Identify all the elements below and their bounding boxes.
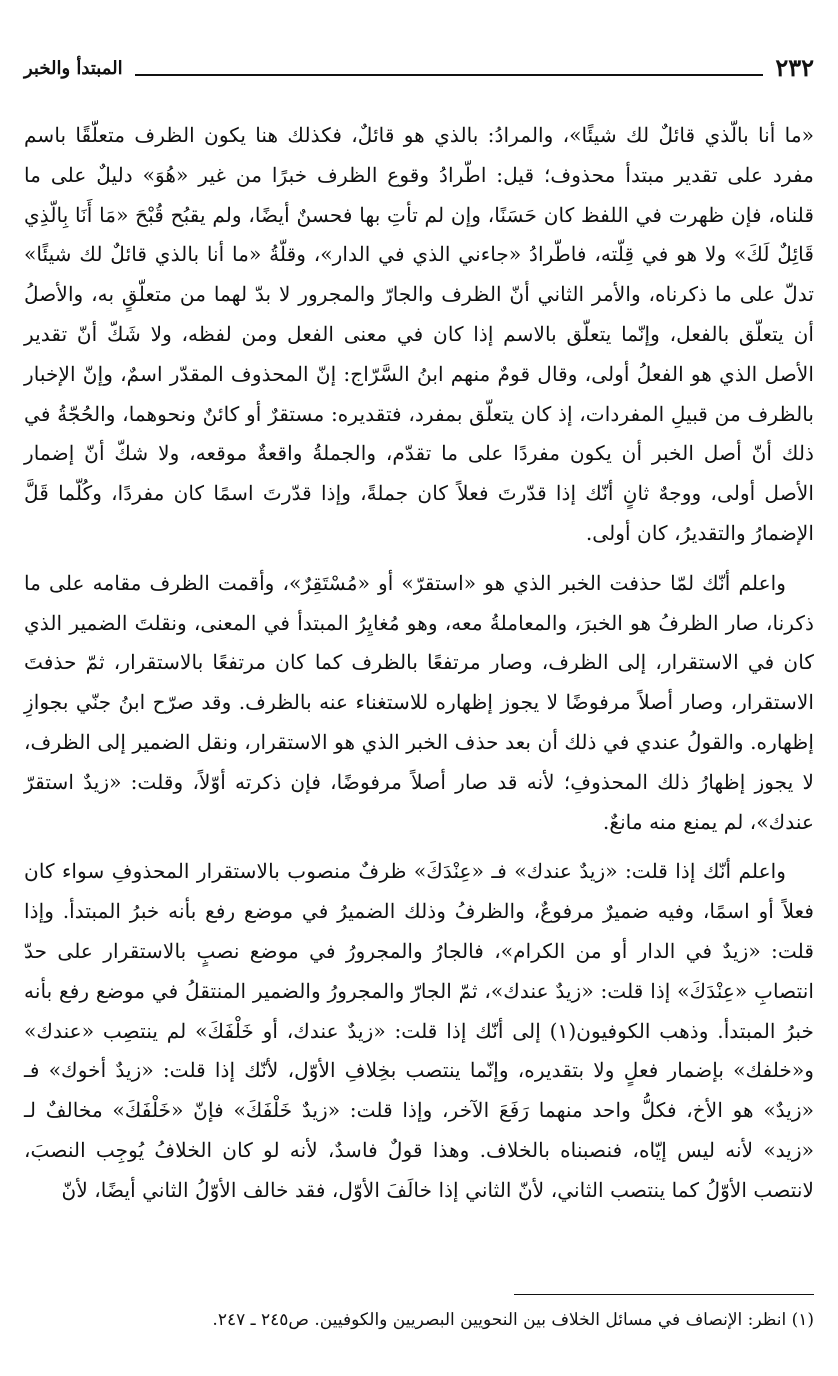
running-title: المبتدأ والخبر (24, 58, 123, 79)
page-number: ٢٣٢ (775, 53, 814, 82)
page-header (24, 48, 814, 84)
body-text (24, 116, 814, 1221)
paragraph-1: «ما أنا بالّذي قائلٌ لك شيئًا»، والمرادُ: بالذي هو قائلٌ، فكذلك هنا يكون الظرف متعلّقًا باسم مفرد على تقدير مبتدأ محذوف؛ قيل: اطّرادُ وقوع الظرف خبرًا من غير «هُوَ» دليلٌ على ما قلناه، فإن ظهرت في اللفظ كان حَسَنًا، وإن لم تأتِ بها فحسنٌ أيضًا، ولم يقبُح قُبْحَ «مَا أَنَا بِالّذِي قَائِلٌ لَكَ» ولا هو في قِلّته، فاطّرادُ «جاءني الذي في الدار»، وقلّةُ «ما أنا بالذي قائلٌ لك شيئًا» تدلّ على ما ذكرناه، والأمر الثاني أنّ الظرف والجارّ والمجرور لا بدّ لهما من متعلّقٍ به، والأصلُ أن يتعلّق بالفعل، وإنّما يتعلّق بالاسم إذا كان في معنى الفعل ومن لفظه، ولا شَكّ أنّ تقدير الأصل الذي هو الفعلُ أولى، وقال قومٌ منهم ابنُ السَّرّاج: إنّ المحذوف المقدّر اسمٌ، وإنّ الإخبار بالظرف من قبيلِ المفردات، إذ كان يتعلّق بمفرد، فتقديره: مستقرٌ أو كائنٌ ونحوهما، والحُجّةُ في ذلك أنّ أصل الخبر أن يكون مفردًا على ما تقدّم، والجملةُ واقعةٌ موقعه، ولا شكّ أنّ إضمار الأصل أولى، ووجهٌ ثانٍ أنّك إذا قدّرتَ فعلاً كان جملةً، وإذا قدّرتَ اسمًا كان مفردًا، وكُلّما قَلَّ الإضمارُ والتقديرُ، كان أولى. (24, 123, 814, 545)
footnote-rule (514, 1294, 814, 1295)
paragraph-2: واعلم أنّك لمّا حذفت الخبر الذي هو «استقرّ» أو «مُسْتَقِرٌ»، وأقمت الظرف مقامه على ما ذكرنا، صار الظرفُ هو الخبرَ، والمعاملةُ معه، وهو مُغايِرُ المبتدأ في المعنى، ونقلتَ الضمير الذي كان في الاستقرار، إلى الظرف، وصار مرتفعًا بالظرف كما كان مرتفعًا بالاستقرار، ثمّ حذفتَ الاستقرار، وصار أصلاً مرفوضًا لا يجوز إظهاره للاستغناء عنه بالظرف. وقد صرّح ابنُ جنّي بجوازِ إظهاره. والقولُ عندي في ذلك أن بعد حذف الخبر الذي هو الاستقرار، ونقل الضمير إلى الظرف، لا يجوز إظهارُ ذلك المحذوفِ؛ لأنه قد صار أصلاً مرفوضًا، فإن ذكرته أوّلاً، وقلت: «زيدٌ استقرّ عندك»، لم يمنع منه مانعٌ. (24, 570, 814, 834)
paragraph-3: واعلم أنّك إذا قلت: «زيدٌ عندك» فـ «عِنْدَكَ» ظرفٌ منصوب بالاستقرار المحذوفِ سواء كان فعلاً أو اسمًا، وفيه ضميرٌ مرفوعٌ، والظرفُ وذلك الضميرُ في موضع رفع بأنه خبرُ المبتدأ. وإذا قلت: «زيدٌ في الدار أو من الكرام»، فالجارُ والمجرورُ في موضع نصبٍ بالاستقرار على حدّ انتصابِ «عِنْدَكَ» إذا قلت: «زيدٌ عندك»، ثمّ الجارّ والمجرورُ والضمير المنتقلُ في موضع رفع بأنه خبرُ المبتدأ. وذهب الكوفيون(١) إلى أنّك إذا قلت: «زيدٌ عندك، أو خَلْفَكَ» لم ينتصِب «عندك» و«خلفك» بإضمار فعلٍ ولا بتقديره، وإنّما ينتصب بخِلافِ الأوّل، لأنّك إذا قلت: «زيدٌ أخوك» فـ «زيدٌ» هو الأخ، فكلُّ واحد منهما رَفَعَ الآخر، وإذا قلت: «زيدٌ خَلْفَكَ» فإنّ «خَلْفَكَ» مخالفٌ لـ «زيد» لأنه ليس إيّاه، فنصبناه بالخلاف. وهذا قولٌ فاسدٌ، لأنه لو كان الخلافُ يُوجِب النصبَ، لانتصب الأوّلُ كما ينتصب الثاني، لأنّ الثاني إذا خالَفَ الأوّل، فقد خالف الأوّلُ الثاني أيضًا، لأنّ (24, 859, 814, 1202)
header-rule (135, 74, 764, 76)
footnote: (١) انظر: الإنصاف في مسائل الخلاف بين النحويين البصريين والكوفيين. ص٢٤٥ ـ ٢٤٧. (212, 1310, 814, 1330)
